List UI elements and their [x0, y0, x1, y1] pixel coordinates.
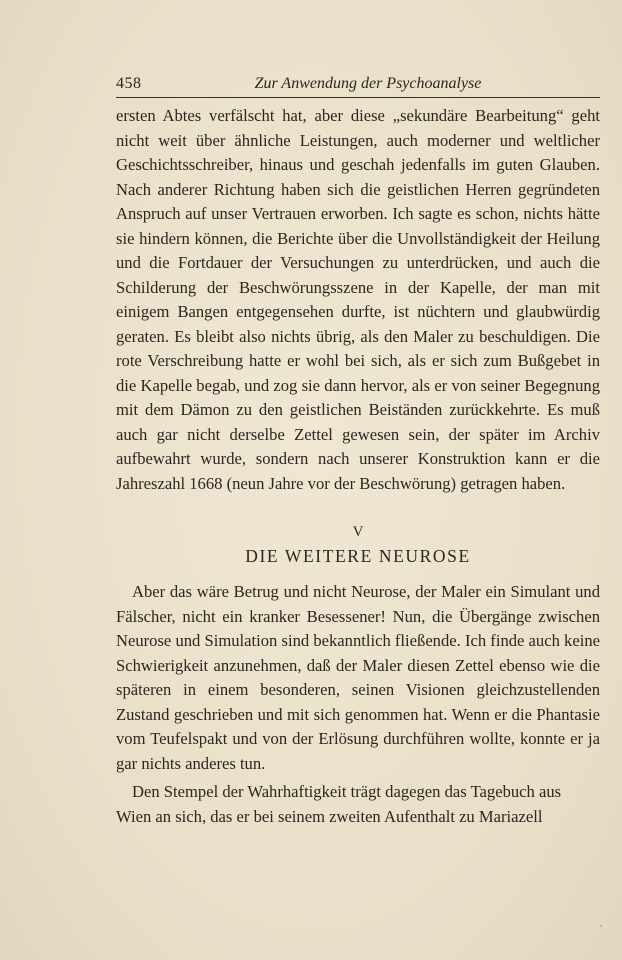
paper-speck [600, 925, 602, 927]
section-numeral: V [352, 524, 364, 540]
paragraph: ersten Abtes verfälscht hat, aber diese „sekundäre Bearbeitung“ geht nicht weit über ähnliche Leistungen, auch moderner und weltlicher Geschichtsschreiber, hinaus und geschah jedenfalls im guten Glauben. Nach anderer Richtung haben sich die geistlichen Herren gegründeten Anspruch auf unser Vertrauen erworben. Ich sagte es schon, nichts hätte sie hindern können, die Berichte über die Unvollständigkeit der Heilung und die Fortdauer der Versuchungen zu unterdrücken, und auch die Schilderung der Beschwörungsszene in der Kapelle, der man mit einigem Bangen entgegensehen durfte, ist nüchtern und glaubwürdig geraten. Es bleibt also nichts übrig, als den Maler zu beschuldigen. Die rote Verschreibung hatte er wohl bei sich, als er sich zum Bußgebet in die Kapelle begab, und zog sie dann hervor, als er von seiner Begegnung mit dem Dämon zu den geistlichen Beiständen zurückkehrte. Es muß auch gar nicht derselbe Zettel gewesen sein, der später im Archiv aufbewahrt wurde, sondern nach unserer Konstruktion kann er die Jahreszahl 1668 (neun Jahre vor der Beschwörung) getragen haben. [116, 106, 600, 493]
page-header [116, 75, 600, 97]
header-rule [116, 97, 600, 98]
paragraph: Den Stempel der Wahrhaftigkeit trägt dagegen das Tagebuch aus Wien an sich, das er bei seinem zweiten Aufenthalt zu Mariazell [116, 782, 562, 826]
section-title: DIE WEITERE NEUROSE [245, 546, 471, 566]
text-block-section [116, 580, 600, 829]
text-block-continued [116, 104, 600, 496]
paragraph: Aber das wäre Betrug und nicht Neurose, der Maler ein Simulant und Fälscher, nicht ein kranker Besessener! Nun, die Übergänge zwischen Neurose und Simulation sind bekanntlich fließende. Ich finde auch keine Schwierigkeit anzunehmen, daß der Maler diesen Zettel ebenso wie die späteren in einem besonderen, seinen Visionen gleichzustellenden Zustand geschrieben und mit sich genommen hat. Wenn er die Phantasie vom Teufelspakt und von der Erlösung durchführen wollte, konnte er ja gar nichts anderes tun. [116, 582, 600, 773]
running-title: Zur Anwendung der Psychoanalyse [254, 75, 482, 92]
page-number: 458 [116, 75, 142, 92]
